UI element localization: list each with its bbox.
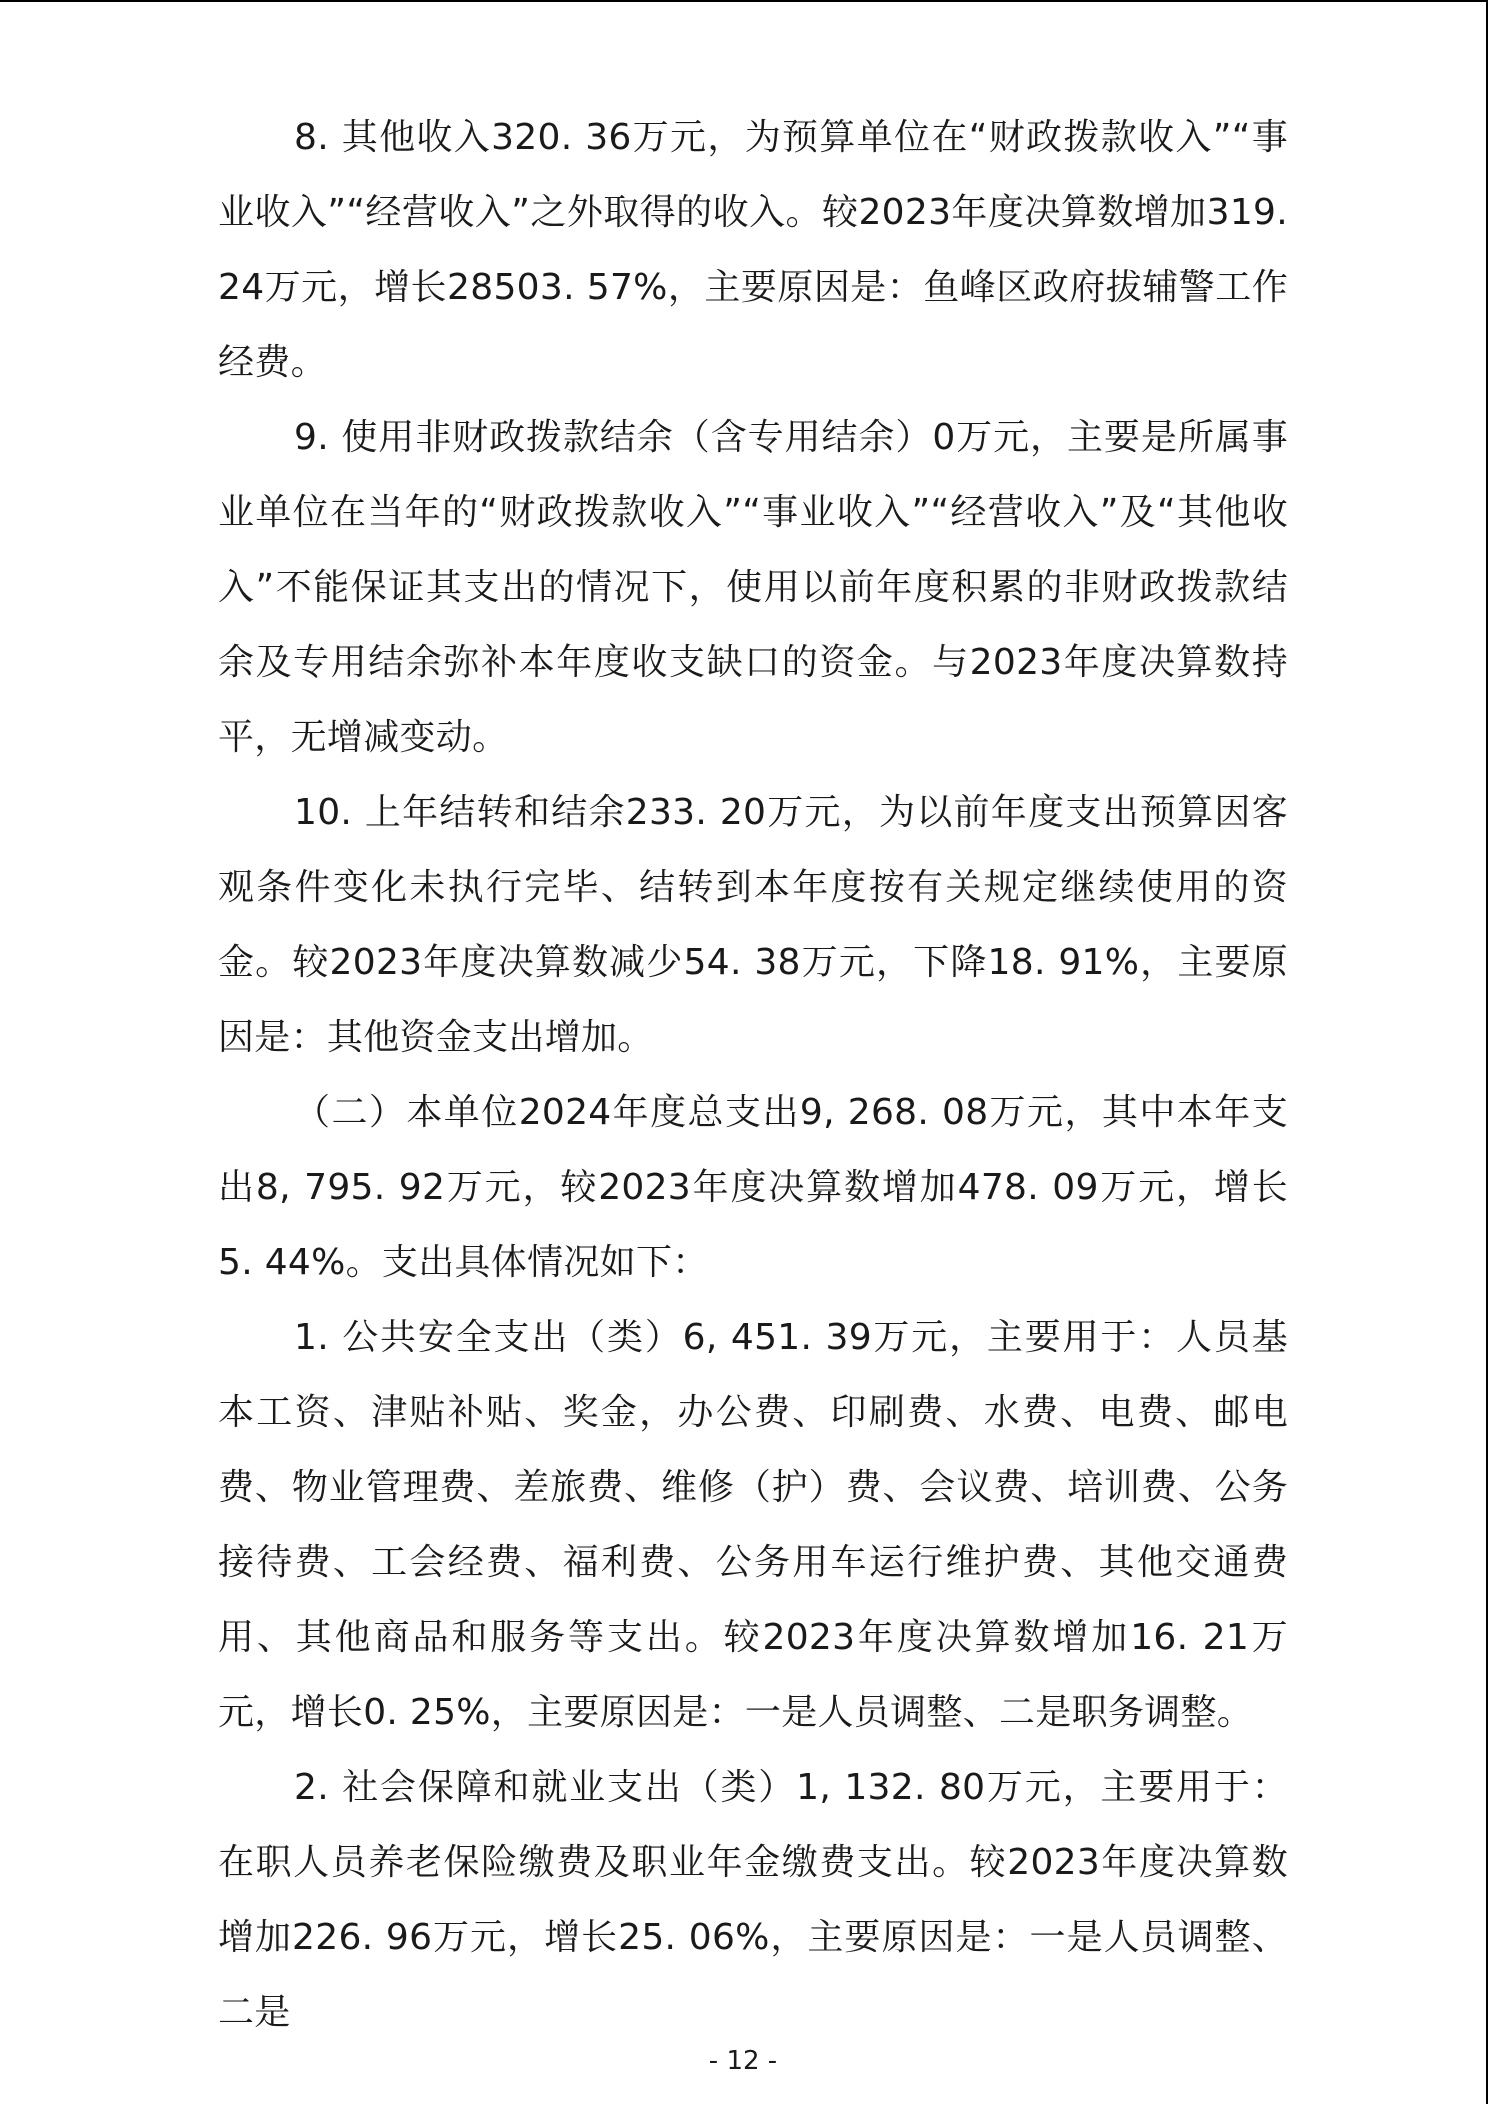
paragraph-other-income: 8. 其他收入320. 36万元，为预算单位在“财政拨款收入”“事业收入”“经营收入”之外取得的收入。较2023年度决算数增加319. 24万元，增长28503. 57%，主要原因是：鱼峰区政府拔辅警工作经费。 — [218, 117, 1288, 383]
paragraph-total-expenditure: （二）本单位2024年度总支出9, 268. 08万元，其中本年支出8, 795. 92万元，较2023年度决算数增加478. 09万元，增长5. 44%。支出具体情况如下： — [218, 1092, 1288, 1283]
body-text — [218, 100, 1288, 2050]
page-number: - 12 - — [708, 2046, 778, 2076]
paragraph-public-security: 1. 公共安全支出（类）6, 451. 39万元，主要用于：人员基本工资、津贴补贴、奖金，办公费、印刷费、水费、电费、邮电费、物业管理费、差旅费、维修（护）费、会议费、培训费、公务接待费、工会经费、福利费、公务用车运行维护费、其他交通费用、其他商品和服务等支出。较2023年度决算数增加16. 21万元，增长0. 25%，主要原因是：一是人员调整、二是职务调整。 — [218, 1317, 1288, 1733]
paragraph-social-security: 2. 社会保障和就业支出（类）1, 132. 80万元，主要用于：在职人员养老保险缴费及职业年金缴费支出。较2023年度决算数增加226. 96万元，增长25. 06%，主要原因是：一是人员调整、二是 — [218, 1767, 1288, 2033]
paragraph-carryover: 10. 上年结转和结余233. 20万元，为以前年度支出预算因客观条件变化未执行完毕、结转到本年度按有关规定继续使用的资金。较2023年度决算数减少54. 38万元，下降18. 91%，主要原因是：其他资金支出增加。 — [218, 792, 1288, 1058]
paragraph-non-fiscal-balance: 9. 使用非财政拨款结余（含专用结余）0万元，主要是所属事业单位在当年的“财政拨款收入”“事业收入”“经营收入”及“其他收入”不能保证其支出的情况下，使用以前年度积累的非财政拨款结余及专用结余弥补本年度收支缺口的资金。与2023年度决算数持平，无增减变动。 — [218, 417, 1288, 758]
